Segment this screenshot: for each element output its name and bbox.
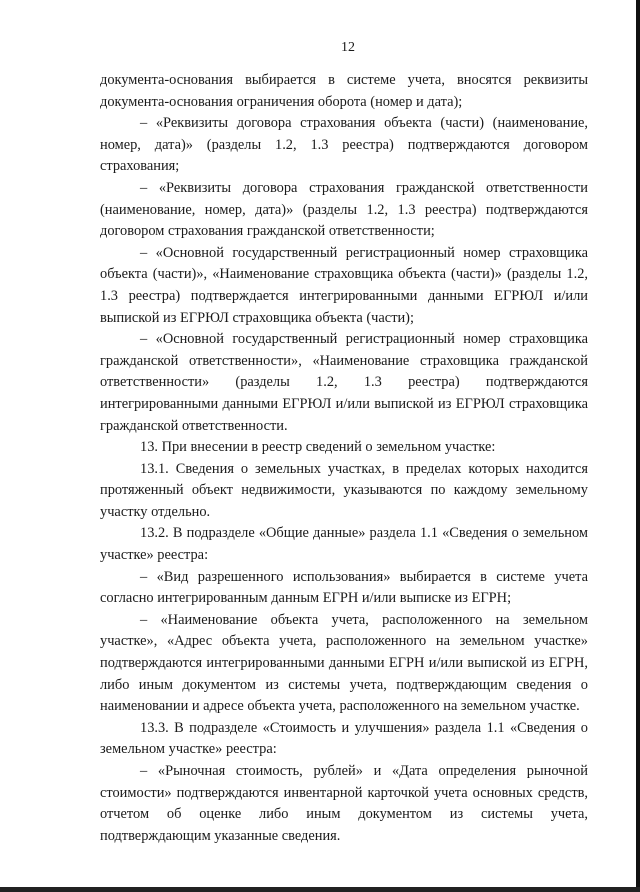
paragraph-3: – «Реквизиты договора страхования гражданской ответственности (наименование, номер, дата)» (разделы 1.2, 1.3 реестра) подтверждаются договором страхования гражданской ответственности;	[100, 179, 588, 240]
paragraph-1: документа-основания выбирается в системе учета, вносятся реквизиты документа-основания ограничения оборота (номер и дата);	[100, 72, 588, 110]
paragraph-10: – «Наименование объекта учета, расположенного на земельном участке», «Адрес объекта учета, расположенного на земельном участке» подтверждаются интегрированными данными ЕГРН и/или выпиской из ЕГРН, либо иным документом из системы учета, подтверждающим сведения о наименовании и адресе объекта учета, расположенного на земельном участке.	[100, 611, 588, 715]
paragraph-11: 13.3. В подразделе «Стоимость и улучшения» раздела 1.1 «Сведения о земельном участке» реестра:	[100, 719, 588, 758]
page-number: 12	[341, 40, 355, 55]
scan-edge-right	[636, 0, 640, 892]
paragraph-7: 13.1. Сведения о земельных участках, в пределах которых находится протяженный объект недвижимости, указываются по каждому земельному участку отдельно.	[100, 460, 588, 520]
paragraph-6: 13. При внесении в реестр сведений о земельном участке:	[140, 439, 496, 456]
scan-edge-bottom	[0, 887, 640, 892]
paragraph-5: – «Основной государственный регистрационный номер страховщика гражданской ответственности», «Наименование страховщика гражданской ответственности» (разделы 1.2, 1.3 реестра) подтверждаются интегрированными данными ЕГРЮЛ и/или выпиской из ЕГРЮЛ страховщика гражданской ответственности.	[100, 331, 588, 434]
paragraph-4: – «Основной государственный регистрационный номер страховщика объекта (части)», «Наименование страховщика объекта (части)» (разделы 1.2, 1.3 реестра) подтверждается интегрированными данными ЕГРЮЛ и/или выпиской из ЕГРЮЛ страховщика объекта (части);	[100, 244, 588, 326]
paragraph-9: – «Вид разрешенного использования» выбирается в системе учета согласно интегрированным данным ЕГРН и/или выписке из ЕГРН;	[100, 568, 588, 607]
paragraph-12: – «Рыночная стоимость, рублей» и «Дата определения рыночной стоимости» подтверждаются инвентарной карточкой учета основных средств, отчетом об оценке либо иным документом из системы учета, подтверждающим указанные сведения.	[100, 763, 588, 844]
paragraph-2: – «Реквизиты договора страхования объекта (части) (наименование, номер, дата)» (разделы 1.2, 1.3 реестра) подтверждаются договором страхования;	[100, 115, 588, 175]
document-page	[100, 40, 588, 847]
paragraph-8: 13.2. В подразделе «Общие данные» раздела 1.1 «Сведения о земельном участке» реестра:	[100, 525, 588, 564]
